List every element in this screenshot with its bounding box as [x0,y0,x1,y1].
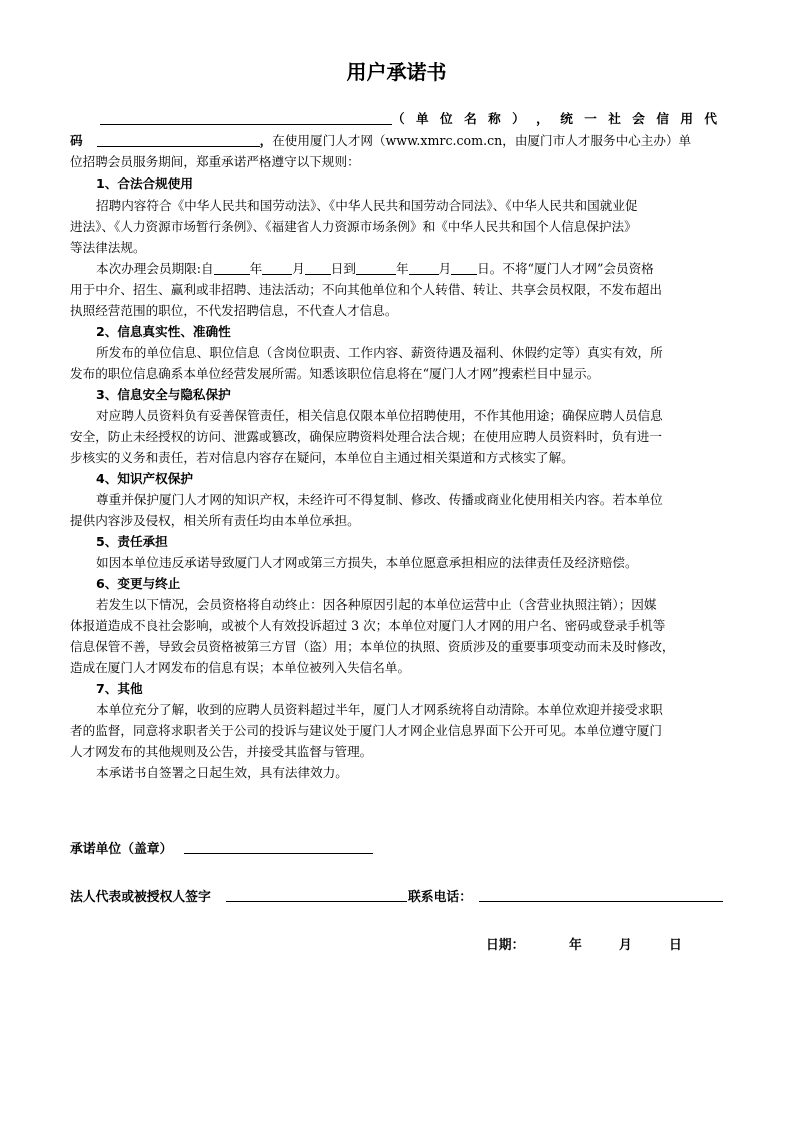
date-day-label: 日 [669,938,682,953]
section-3-text: 步核实的义务和责任，若对信息内容存在疑问，本单位自主通过相关渠道和方式核实了解。 [70,450,574,465]
document-title: 用户承诺书 [346,60,447,84]
legal-rep-signature-blank[interactable] [226,901,407,902]
section-1-heading: 1、合法合规使用 [96,176,193,191]
section-6-text: 体报道造成不良社会影响，或被个人有效投诉超过 3 次；本单位对厦门人才网的用户名、密码或登录手机等 [70,618,666,633]
date-year-label: 年 [569,938,582,953]
unit-name-blank[interactable] [100,110,392,125]
legal-rep-label: 法人代表或被授权人签字 [70,890,211,905]
unit-seal-blank[interactable] [184,853,373,854]
section-7-text: 人才网发布的其他规则及公告，并接受其监督与管理。 [70,744,373,759]
phone-blank[interactable] [479,901,723,902]
section-4-text: 尊重并保护厦门人才网的知识产权，未经许可不得复制、修改、传播或商业化使用相关内容。若本单位 [96,492,663,507]
section-5-heading: 5、责任承担 [96,534,168,549]
section-1-text: 招聘内容符合《中华人民共和国劳动法》、《中华人民共和国劳动合同法》、《中华人民共和国就业促 [96,198,638,213]
unit-seal-label: 承诺单位（盖章） [70,842,173,857]
membership-period-line: 本次办理会员期限:自 年 月 日到 年 月 日。不将“厦门人才网”会员资格 [96,261,654,276]
start-day-blank[interactable] [305,260,331,275]
section-3-heading: 3、信息安全与隐私保护 [96,387,231,402]
section-1-text: 用于中介、招生、赢利或非招聘、违法活动；不向其他单位和个人转借、转让、共享会员权限，不发布超出 [70,282,662,297]
section-2-text: 发布的职位信息确系本单位经营发展所需。知悉该职位信息将在“厦门人才网”搜索栏目中显示。 [70,366,600,381]
section-7-text: 者的监督，同意将求职者关于公司的投诉与建议处于厦门人才网企业信息界面下公开可见。本单位遵守厦门 [70,723,662,738]
intro-line-2: 码 ，在使用厦门人才网（www.xmrc.com.cn，由厦门市人才服务中心主办）单 [70,133,692,148]
section-7-heading: 7、其他 [96,681,143,696]
section-4-text: 提供内容涉及侵权，相关所有责任均由本单位承担。 [70,513,360,528]
section-6-text: 信息保管不善，导致会员资格被第三方冒（盗）用；本单位的执照、资质涉及的重要事项变动而未及时修改， [70,639,675,654]
section-6-text: 造成在厦门人才网发布的信息有误；本单位被列入失信名单。 [70,660,411,675]
credit-code-blank[interactable] [97,132,260,147]
section-7-text: 本单位充分了解，收到的应聘人员资料超过半年，厦门人才网系统将自动清除。本单位欢迎并接受求职 [96,702,663,717]
section-1-text: 等法律法规。 [70,240,146,255]
section-2-text: 所发布的单位信息、职位信息（含岗位职责、工作内容、薪资待遇及福利、休假约定等）真实有效，所 [96,345,663,360]
section-4-heading: 4、知识产权保护 [96,471,193,486]
date-month-label: 月 [619,938,632,953]
start-month-blank[interactable] [262,260,292,275]
phone-label: 联系电话： [408,890,472,905]
section-6-heading: 6、变更与终止 [96,576,181,591]
end-month-blank[interactable] [409,260,439,275]
intro-line-3: 位招聘会员服务期间，郑重承诺严格遵守以下规则： [70,154,360,169]
date-label: 日期： [486,938,525,953]
section-1-text: 进法》、《人力资源市场暂行条例》、《福建省人力资源市场条例》和《中华人民共和国个人信息保护法》 [70,219,637,234]
section-3-text: 安全，防止未经授权的访问、泄露或篡改，确保应聘资料处理合法合规；在使用应聘人员资料时，负有进一 [70,429,662,444]
section-2-heading: 2、信息真实性、准确性 [96,324,231,339]
effective-statement: 本承诺书自签署之日起生效，具有法律效力。 [96,765,348,780]
end-day-blank[interactable] [451,260,477,275]
section-3-text: 对应聘人员资料负有妥善保管责任，相关信息仅限本单位招聘使用，不作其他用途；确保应聘人员信息 [96,408,663,423]
intro-line-1: （ 单 位 名 称 ） ， 统 一 社 会 信 用 代 [70,109,723,129]
section-6-text: 若发生以下情况，会员资格将自动终止：因各种原因引起的本单位运营中止（含营业执照注销）；因媒 [96,597,657,612]
section-1-text: 执照经营范围的职位，不代发招聘信息，不代查人才信息。 [70,303,398,318]
end-year-blank[interactable] [356,260,396,275]
start-year-blank[interactable] [214,260,250,275]
section-5-text: 如因本单位违反承诺导致厦门人才网或第三方损失，本单位愿意承担相应的法律责任及经济赔偿。 [96,555,638,570]
